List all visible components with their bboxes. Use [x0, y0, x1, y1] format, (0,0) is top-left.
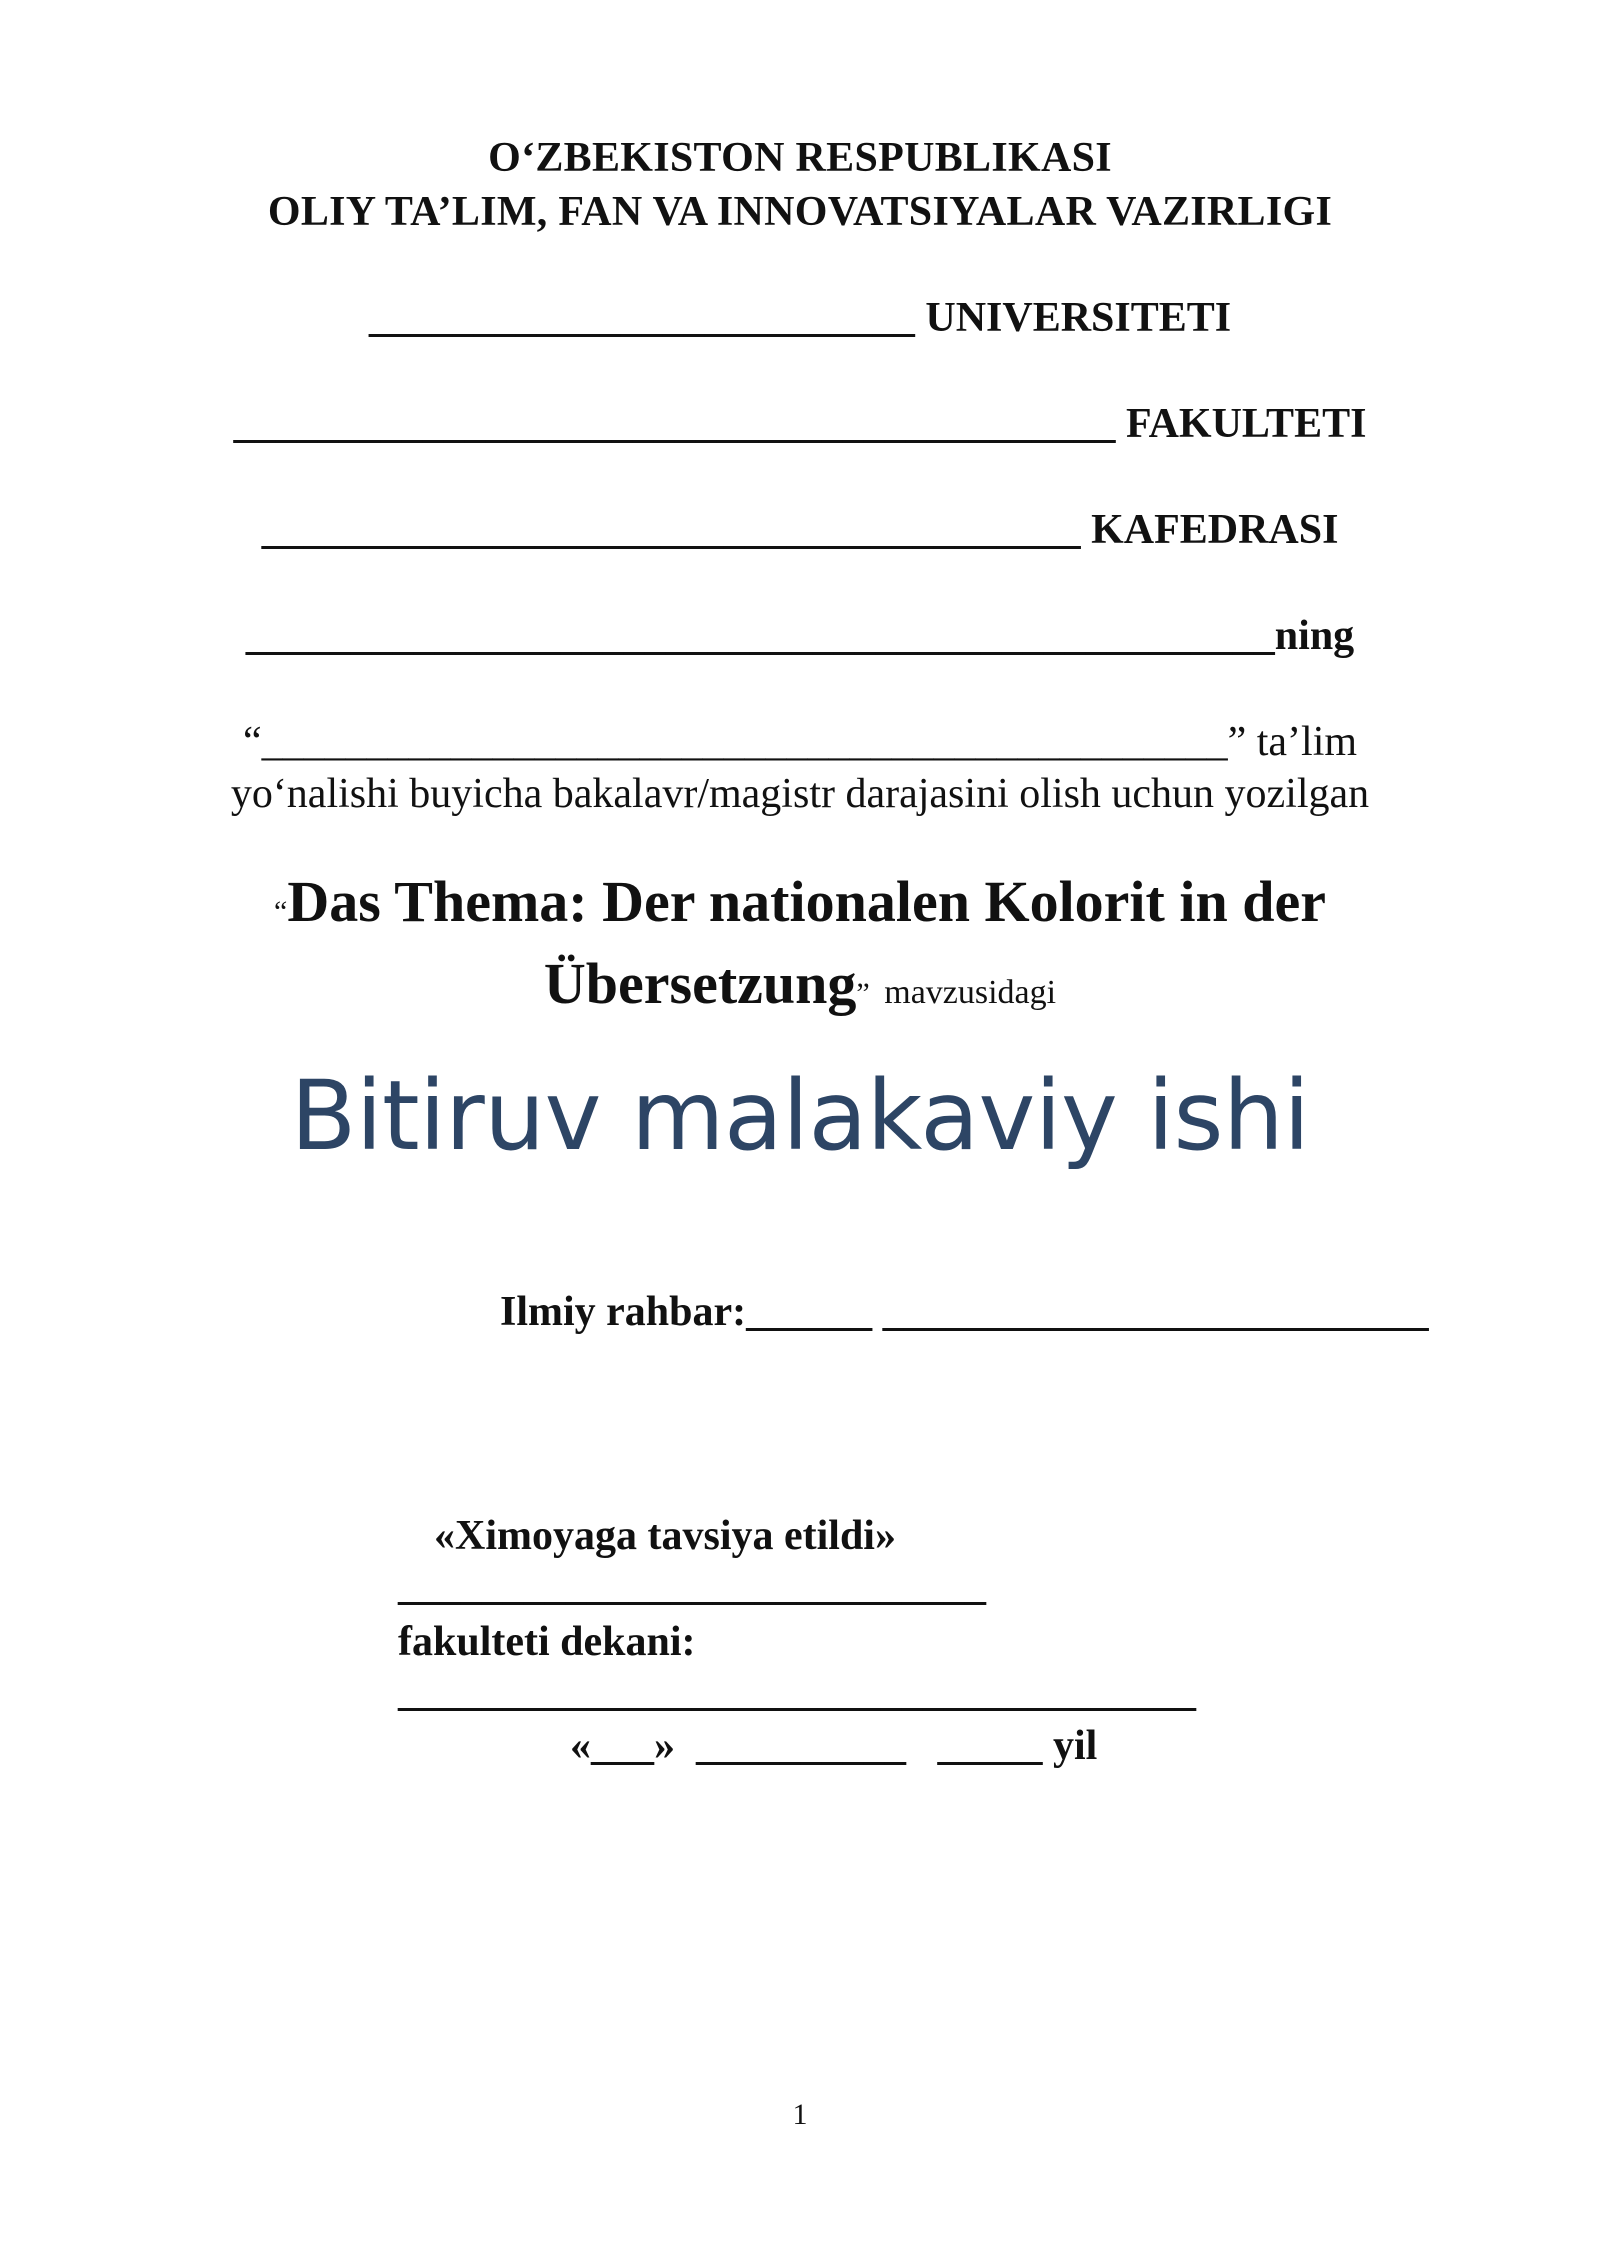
- faculty-line: [0, 400, 1600, 448]
- student-blank: _________________________________________________: [245, 613, 1275, 659]
- ministry-header-line-1: O‘ZBEKISTON RESPUBLIKASI: [488, 135, 1112, 181]
- thesis-topic: [0, 866, 1600, 1030]
- department-line: [0, 506, 1600, 554]
- topic-text-2: Übersetzung: [543, 951, 857, 1016]
- department-label: KAFEDRASI: [1091, 507, 1339, 553]
- date-open-quote: «: [570, 1723, 591, 1769]
- topic-open-quote: “: [274, 895, 288, 928]
- university-blank: __________________________: [368, 295, 915, 341]
- supervisor-blank-2: __________________________: [882, 1289, 1429, 1335]
- supervisor-blank-1: ______: [746, 1289, 873, 1335]
- dean-label: fakulteti dekani:: [398, 1619, 696, 1665]
- university-label: UNIVERSITETI: [925, 295, 1232, 341]
- date-close-quote: »: [654, 1723, 675, 1769]
- topic-close-quote: ”: [856, 977, 870, 1010]
- topic-line-2: [0, 948, 1600, 1030]
- date-day-blank: ___: [591, 1723, 654, 1769]
- topic-suffix: mavzusidagi: [884, 974, 1057, 1011]
- student-line: [0, 612, 1600, 660]
- direction-blank: ______________________________________________: [261, 719, 1228, 765]
- approval-blank-1: ____________________________: [398, 1563, 986, 1609]
- direction-line-1: [0, 718, 1600, 766]
- supervisor-line: [500, 1288, 1600, 1336]
- date-year-blank: _____: [937, 1723, 1043, 1769]
- approval-blank-2: ______________________________________: [398, 1669, 1196, 1715]
- work-title: Bitiruv malakaviy ishi: [290, 1060, 1310, 1172]
- date-month-blank: __________: [696, 1723, 906, 1769]
- faculty-blank: __________________________________________: [233, 401, 1116, 447]
- university-line: [0, 294, 1600, 342]
- ministry-header-line-2: OLIY TA’LIM, FAN VA INNOVATSIYALAR VAZIRLIGI: [267, 189, 1333, 235]
- direction-close-text: ” ta’lim: [1227, 719, 1358, 765]
- student-suffix: ning: [1274, 613, 1355, 659]
- topic-line-1: [0, 866, 1600, 948]
- date-year-suffix: yil: [1053, 1723, 1098, 1769]
- direction-open-quote: “: [242, 719, 262, 765]
- supervisor-label: Ilmiy rahbar:: [500, 1289, 747, 1335]
- approval-heading: «Ximoyaga tavsiya etildi»: [434, 1513, 896, 1559]
- department-blank: _______________________________________: [261, 507, 1081, 553]
- page-number: 1: [792, 2098, 808, 2131]
- faculty-label: FAKULTETI: [1126, 401, 1367, 447]
- topic-text-1: Das Thema: Der nationalen Kolorit in der: [287, 869, 1326, 934]
- direction-line-2: yo‘nalishi buyicha bakalavr/magistr darajasini olish uchun yozilgan: [230, 771, 1370, 817]
- date-line: [570, 1722, 1370, 1770]
